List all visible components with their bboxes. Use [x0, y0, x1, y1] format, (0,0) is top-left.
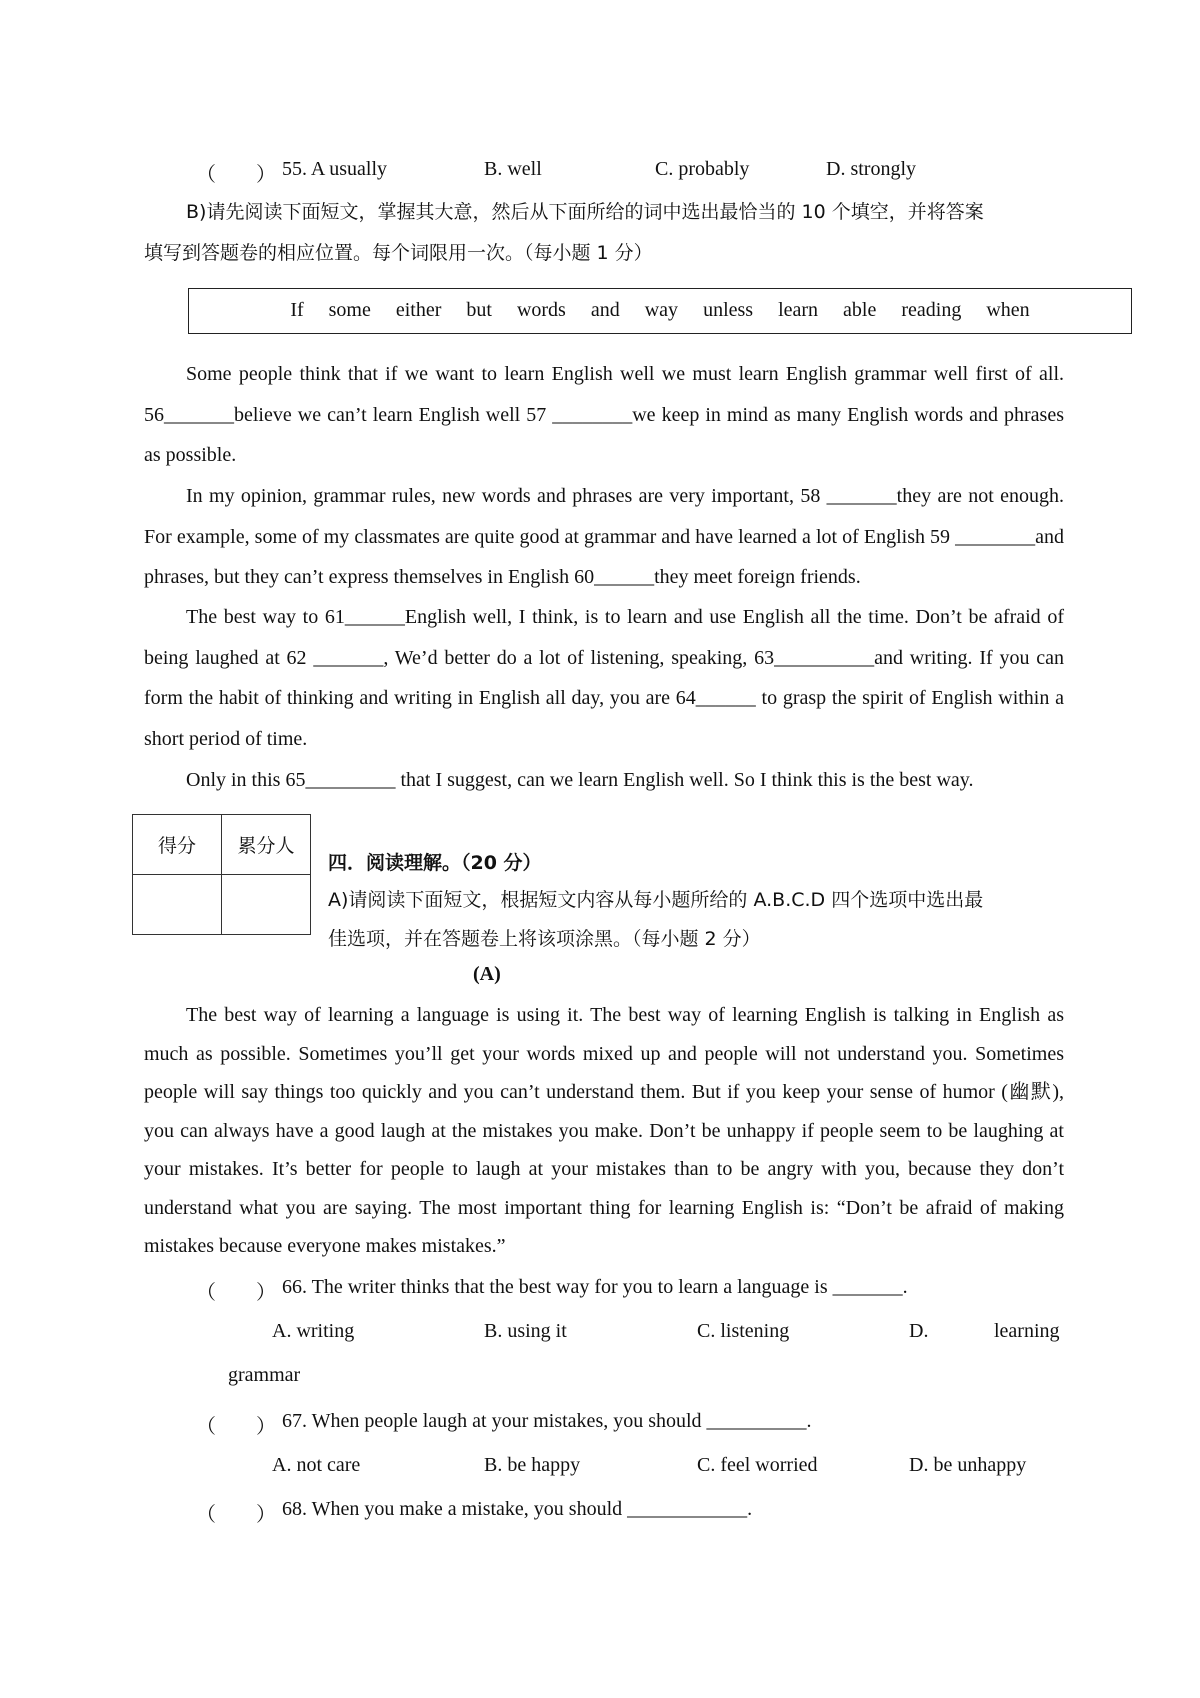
passage-b-paragraph-1: Some people think that if we want to learn English well we must learn English grammar well first of all. 56_______believe we can’t learn English well 57 ________we keep in mind as many English words and phrases as possible. [144, 363, 1064, 466]
q66-option-d-word1: learning [994, 1320, 1060, 1342]
q66-option-b: B. using it [484, 1320, 567, 1342]
word-bank-item: learn [778, 299, 819, 321]
section-b-instruction-line1: B)请先阅读下面短文，掌握其大意，然后从下面所给的词中选出最恰当的 10 个填空，并将答案 [186, 201, 984, 223]
q66-option-c: C. listening [697, 1320, 790, 1342]
section-4-instruction-line2: 佳选项，并在答题卷上将该项涂黑。（每小题 2 分） [328, 928, 761, 950]
passage-b-paragraph-4: Only in this 65_________ that I suggest, can we learn English well. So I think this is the best way. [186, 769, 974, 791]
q67-option-d: D. be unhappy [909, 1454, 1027, 1476]
score-header: 得分 [133, 815, 222, 875]
q55-option-c: C. probably [655, 158, 750, 180]
section-b-instruction-line2: 填写到答题卷的相应位置。每个词限用一次。（每小题 1 分） [144, 242, 653, 264]
grader-cell[interactable] [222, 875, 311, 935]
word-bank-item: and [590, 299, 620, 321]
word-bank-item: some [328, 299, 371, 321]
word-bank-list [189, 299, 1131, 322]
q66-option-d-letter: D. [909, 1320, 929, 1342]
word-bank-item: words [516, 299, 566, 321]
q66-option-a: A. writing [272, 1320, 355, 1342]
score-cell[interactable] [133, 875, 222, 935]
grader-header: 累分人 [222, 815, 311, 875]
section-4-instruction-line1: A)请阅读下面短文，根据短文内容从每小题所给的 A.B.C.D 四个选项中选出最 [328, 889, 984, 911]
q66-stem: 66. The writer thinks that the best way for you to learn a language is _______. [282, 1276, 908, 1298]
q55-option-d: D. strongly [826, 158, 916, 180]
word-bank-item: reading [901, 299, 962, 321]
section-4-title: 四．阅读理解。（20 分） [328, 852, 542, 874]
passage-b-paragraph-2: In my opinion, grammar rules, new words and phrases are very important, 58 _______they are not enough. For example, some of my classmates are quite good at grammar and have learned a lot of English 59 ________and phrases, but they can’t express themselves in English 60______they meet foreign friends. [144, 485, 1064, 588]
q67-option-c: C. feel worried [697, 1454, 818, 1476]
word-bank-item: way [644, 299, 679, 321]
word-bank-item: able [843, 299, 877, 321]
word-bank-item: either [395, 299, 442, 321]
q55-option-b: B. well [484, 158, 542, 180]
word-bank-box [188, 288, 1132, 334]
q67-paren: （ ） [196, 1416, 276, 1438]
score-table [132, 814, 311, 935]
word-bank-item: when [986, 299, 1030, 321]
q66-option-d-word2: grammar [228, 1364, 301, 1386]
q67-stem: 67. When people laugh at your mistakes, you should __________. [282, 1410, 812, 1432]
q55-paren: （ ） [196, 164, 276, 186]
q68-paren: （ ） [196, 1504, 276, 1526]
word-bank-item: unless [703, 299, 754, 321]
passage-label: (A) [473, 963, 501, 985]
word-bank-item: If [290, 299, 304, 321]
q67-option-b: B. be happy [484, 1454, 581, 1476]
q66-paren: （ ） [196, 1282, 276, 1304]
passage-a-text: The best way of learning a language is using it. The best way of learning English is talking in English as much as possible. Sometimes you’ll get your words mixed up and people will not understand you. Sometimes people will say things too quickly and you can’t understand them. But if you keep your sense of humor (幽默), you can always have a good laugh at the mistakes you make. Don’t be unhappy if people seem to be laughing at your mistakes. It’s better for people to laugh at your mistakes than to be angry with you, because they don’t understand what you are saying. The most important thing for learning English is: “Don’t be afraid of making mistakes because everyone makes mistakes.” [144, 1004, 1064, 1257]
passage-b-paragraph-3: The best way to 61______English well, I think, is to learn and use English all the time. Don’t be afraid of being laughed at 62 _______, We’d better do a lot of listening, speaking, 63__________and writing. If you can form the habit of thinking and writing in English all day, you are 64______ to grasp the spirit of English within a short period of time. [144, 606, 1064, 750]
q55-stem: 55. A usually [282, 158, 388, 180]
word-bank-item: but [466, 299, 492, 321]
q68-stem: 68. When you make a mistake, you should ____________. [282, 1498, 753, 1520]
q67-option-a: A. not care [272, 1454, 361, 1476]
